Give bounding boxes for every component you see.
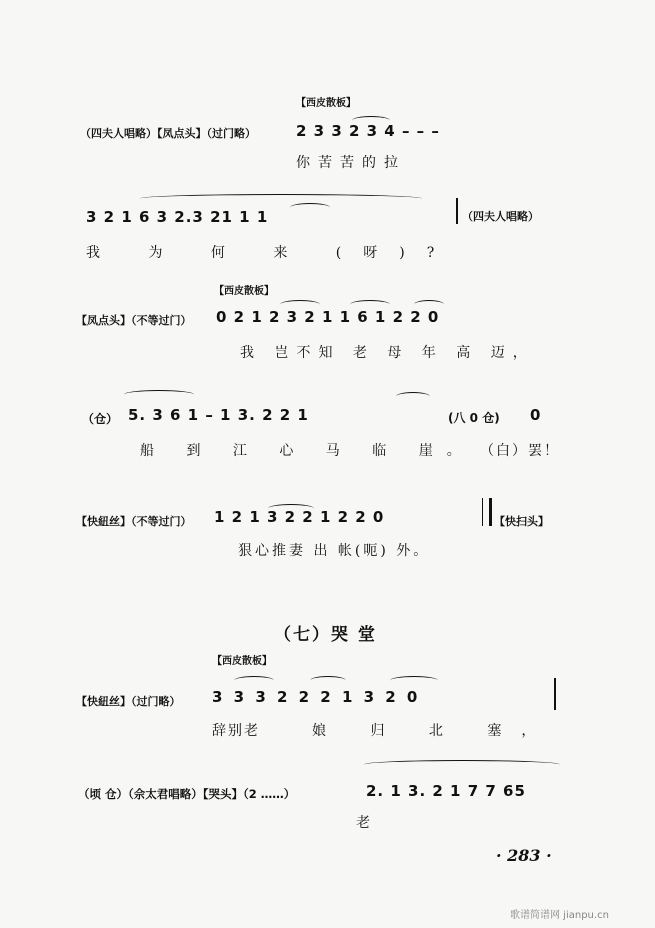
page-number: · 283 · bbox=[496, 846, 552, 865]
performance-directions: 【快扫头】 bbox=[494, 515, 549, 528]
notation-line: 5. 3 6 1 – 1 3. 2 2 1 bbox=[128, 406, 309, 424]
slur-mark bbox=[364, 760, 560, 769]
performance-directions: 【快紐丝】（过门略） bbox=[76, 695, 181, 708]
performance-directions: 【凤点头】（不等过门） bbox=[76, 314, 192, 327]
lyrics-line: 我 岂不知 老 母 年 高 迈， bbox=[240, 345, 535, 361]
barline bbox=[456, 198, 458, 224]
slur-mark bbox=[290, 203, 330, 212]
tempo-label: 【西皮散板】 bbox=[296, 98, 356, 109]
performance-directions: （四夫人唱略） bbox=[462, 210, 539, 223]
lyrics-line: 我 为 何 来 (呀)? bbox=[86, 245, 457, 261]
spoken-line: （白）罢！ bbox=[480, 443, 560, 459]
double-barline bbox=[482, 498, 492, 526]
lyrics-line: 船 到 江 心 马 临 崖。 bbox=[140, 443, 475, 459]
section-title: （七）哭 堂 bbox=[274, 625, 377, 645]
tempo-label: 【西皮散板】 bbox=[212, 656, 272, 667]
slur-mark bbox=[396, 392, 430, 401]
notation-line: 1 2 1 3 2 2 1 2 2 0 bbox=[214, 508, 385, 526]
notation-line: 0 2 1 2 3 2 1 1 6 1 2 2 0 bbox=[216, 308, 440, 326]
barline bbox=[554, 678, 556, 710]
percussion-cue: （顷 仓）（佘太君唱略）【哭头】（2 ……） bbox=[78, 787, 296, 801]
notation-line: 2. 1 3. 2 1 7 7 65 bbox=[366, 782, 526, 800]
slur-mark bbox=[140, 194, 422, 203]
lyrics-line: 娘 归 北 塞， bbox=[312, 723, 556, 739]
lyrics-line: 你苦苦的拉 bbox=[296, 155, 406, 171]
watermark: 歌谱简谱网 jianpu.cn bbox=[510, 910, 609, 921]
lyrics-line: 老 bbox=[356, 815, 378, 831]
lyrics-line: 辞别老 bbox=[212, 723, 260, 739]
notation-line: 2 3 3 2 3 4 – – – bbox=[296, 122, 440, 140]
percussion-cue: （仓） bbox=[82, 412, 119, 426]
final-note: 0 bbox=[530, 406, 542, 424]
slur-mark bbox=[234, 676, 274, 685]
tempo-label: 【西皮散板】 bbox=[214, 286, 274, 297]
slur-mark bbox=[390, 676, 438, 685]
notation-line: 3 3 3 2 2 2 1 3 2 0 bbox=[212, 688, 421, 706]
performance-directions: （四夫人唱略）【凤点头】（过门略） bbox=[80, 127, 256, 140]
slur-mark bbox=[310, 676, 346, 685]
lyrics-line: 狠心推妻 出 帐(呃) 外。 bbox=[238, 543, 431, 559]
slur-mark bbox=[124, 390, 194, 399]
notation-line: 3 2 1 6 3 2.3 21 1 1 bbox=[86, 208, 269, 226]
percussion-cue: (八 0 仓) bbox=[448, 411, 500, 425]
performance-directions: 【快紐丝】（不等过门） bbox=[76, 515, 192, 528]
